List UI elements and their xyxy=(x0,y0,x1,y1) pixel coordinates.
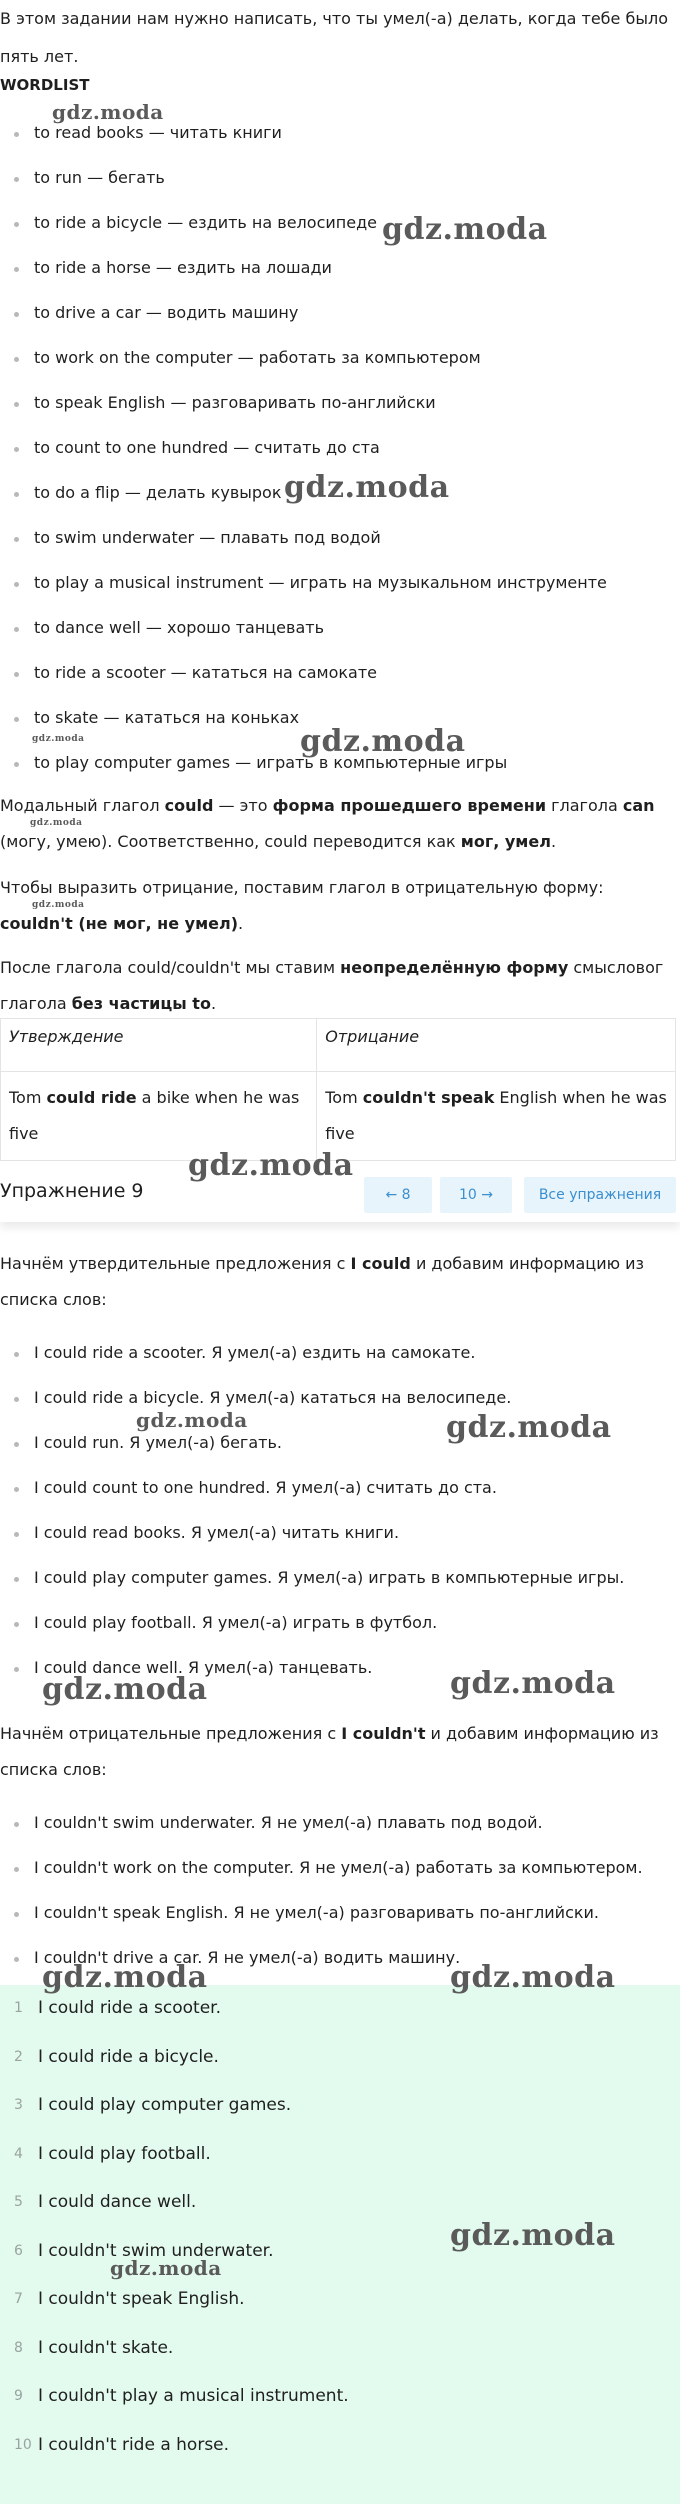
grammar-text: смысловог глагола xyxy=(0,958,664,1013)
intro-text: Начнём утвердительные предложения с xyxy=(0,1254,351,1273)
grammar-paragraph-3 xyxy=(0,950,676,1022)
list-item: I couldn't work on the computer. Я не умел(-а) работать за компьютером. xyxy=(0,1857,676,1902)
list-item: I could dance well. Я умел(-а) танцевать. xyxy=(0,1657,676,1702)
list-item: to speak English — разговаривать по-английски xyxy=(0,392,676,437)
list-item: I couldn't speak English. Я не умел(-а) разговаривать по-английски. xyxy=(0,1902,676,1947)
affirmative-intro xyxy=(0,1246,676,1318)
answer-text: I couldn't speak English. xyxy=(38,2289,245,2309)
watermark: gdz.moda xyxy=(300,724,466,759)
list-item: to run — бегать xyxy=(0,167,676,212)
intro-text: В этом задании нам нужно написать, что ты умел(-а) делать, когда тебе было пять лет. xyxy=(0,9,668,66)
grammar-text: Модальный глагол xyxy=(0,796,165,815)
answer-number: 10 xyxy=(14,2436,32,2453)
intro-text: и добавим информацию из списка слов: xyxy=(0,1724,659,1779)
grammar-bold: can xyxy=(622,796,655,815)
grammar-text: глагола xyxy=(546,796,623,815)
grammar-bold: could xyxy=(164,796,214,815)
answer-item xyxy=(0,2090,680,2139)
watermark: gdz.moda xyxy=(42,1672,208,1707)
answer-text: I couldn't swim underwater. xyxy=(38,2240,274,2261)
list-item: I could ride a bicycle. Я умел(-а) кататься на велосипеде. xyxy=(0,1387,676,1432)
cell-text: Tom xyxy=(325,1088,363,1107)
watermark: gdz.moda xyxy=(382,212,548,247)
list-item: I couldn't swim underwater. Я не умел(-а) плавать под водой. xyxy=(0,1812,676,1857)
list-item: I could play football. Я умел(-а) играть в футбол. xyxy=(0,1612,676,1657)
watermark: gdz.moda xyxy=(450,1666,616,1701)
affirmative-list xyxy=(0,1342,676,1702)
negative-intro xyxy=(0,1716,676,1788)
list-item: I could read books. Я умел(-а) читать книги. xyxy=(0,1522,676,1567)
list-item: to count to one hundred — считать до ста xyxy=(0,437,676,482)
answer-item xyxy=(0,2042,680,2091)
list-item: to skate — кататься на коньках xyxy=(0,707,676,752)
answer-item xyxy=(0,1993,680,2042)
table-header-cell: Утверждение xyxy=(1,1019,317,1072)
grammar-paragraph-1 xyxy=(0,788,676,860)
list-item: I couldn't drive a car. Я не умел(-а) водить машину. xyxy=(0,1947,676,1992)
answer-text: I couldn't ride a horse. xyxy=(38,2434,230,2455)
watermark: gdz.moda xyxy=(136,1408,248,1432)
watermark: gdz.moda xyxy=(284,470,450,505)
answer-number: 9 xyxy=(14,2388,23,2404)
answer-number: 4 xyxy=(14,2145,23,2162)
answer-item xyxy=(0,2430,680,2479)
answer-text: I could play computer games. xyxy=(38,2095,292,2115)
watermark: gdz.moda xyxy=(42,1960,208,1995)
cell-bold: could ride xyxy=(46,1088,137,1107)
wordlist xyxy=(0,122,676,797)
cell-text: Tom xyxy=(9,1088,47,1107)
watermark: gdz.moda xyxy=(450,1960,616,1995)
answer-number: 6 xyxy=(14,2242,23,2259)
watermark: gdz.moda xyxy=(30,818,83,828)
grammar-table xyxy=(0,1018,676,1161)
answer-number: 3 xyxy=(14,2097,23,2113)
all-exercises-button[interactable]: Все упражнения xyxy=(524,1177,676,1213)
list-item: I could ride a scooter. Я умел(-а) ездить на самокате. xyxy=(0,1342,676,1387)
watermark: gdz.moda xyxy=(450,2218,616,2253)
grammar-bold: форма прошедшего времени xyxy=(272,796,547,815)
cell-text: a bike when he was five xyxy=(9,1088,300,1143)
watermark: gdz.moda xyxy=(32,900,85,910)
grammar-text: . xyxy=(238,914,244,933)
table-header-row xyxy=(1,1019,676,1072)
answer-text: I couldn't play a musical instrument. xyxy=(38,2386,349,2406)
answer-number: 1 xyxy=(14,2000,23,2016)
list-item: to ride a horse — ездить на лошади xyxy=(0,257,676,302)
answer-item xyxy=(0,2333,680,2382)
watermark: gdz.moda xyxy=(446,1410,612,1445)
intro-text: Начнём отрицательные предложения с xyxy=(0,1724,342,1743)
answer-number: 2 xyxy=(14,2048,23,2065)
answer-number: 8 xyxy=(14,2339,23,2356)
answer-number: 7 xyxy=(14,2291,23,2307)
grammar-bold: без частицы to xyxy=(71,994,211,1013)
answer-text: I could dance well. xyxy=(38,2192,197,2212)
wordlist-heading: WORDLIST xyxy=(0,76,90,94)
list-item: I could run. Я умел(-а) бегать. xyxy=(0,1432,676,1477)
grammar-bold: couldn't (не мог, не умел) xyxy=(0,914,239,933)
answer-text: I could play football. xyxy=(38,2143,211,2164)
grammar-bold: неопределённую форму xyxy=(340,958,569,977)
table-header-cell: Отрицание xyxy=(317,1019,676,1072)
answer-item xyxy=(0,2139,680,2188)
list-item: I could count to one hundred. Я умел(-а) считать до ста. xyxy=(0,1477,676,1522)
grammar-text: Чтобы выразить отрицание, поставим глагол в отрицательную форму: xyxy=(0,878,604,897)
grammar-text: — это xyxy=(213,796,273,815)
intro-bold: I could xyxy=(350,1254,411,1273)
intro-bold: I couldn't xyxy=(341,1724,426,1743)
list-item: to play computer games — играть в компьютерные игры xyxy=(0,752,676,797)
list-item: to swim underwater — плавать под водой xyxy=(0,527,676,572)
answer-item xyxy=(0,2284,680,2333)
list-item: to do a flip — делать кувырок xyxy=(0,482,676,527)
intro-text: и добавим информацию из списка слов: xyxy=(0,1254,645,1309)
answer-text: I could ride a bicycle. xyxy=(38,2046,219,2067)
prev-exercise-button[interactable]: ← 8 xyxy=(364,1177,432,1213)
next-exercise-button[interactable]: 10 → xyxy=(440,1177,512,1213)
answer-text: I couldn't skate. xyxy=(38,2337,174,2358)
list-item: to ride a bicycle — ездить на велосипеде xyxy=(0,212,676,257)
answer-item xyxy=(0,2381,680,2430)
list-item: to play a musical instrument — играть на музыкальном инструменте xyxy=(0,572,676,617)
list-item: to dance well — хорошо танцевать xyxy=(0,617,676,662)
cell-bold: couldn't speak xyxy=(362,1088,495,1107)
grammar-text: (могу, умею). Соответственно, could переводится как xyxy=(0,832,461,851)
watermark: gdz.moda xyxy=(110,2256,222,2280)
list-item: to drive a car — водить машину xyxy=(0,302,676,347)
list-item: to read books — читать книги xyxy=(0,122,676,167)
table-cell xyxy=(317,1072,676,1161)
list-item: to work on the computer — работать за компьютером xyxy=(0,347,676,392)
grammar-bold: мог, умел xyxy=(460,832,551,851)
cell-text: English when he was five xyxy=(325,1088,667,1143)
watermark: gdz.moda xyxy=(52,100,164,124)
grammar-text: После глагола could/couldn't мы ставим xyxy=(0,958,341,977)
exercise-title: Упражнение 9 xyxy=(0,1180,144,1202)
grammar-text: . xyxy=(550,832,557,851)
grammar-paragraph-2 xyxy=(0,870,676,942)
watermark: gdz.moda xyxy=(188,1148,354,1183)
grammar-text: . xyxy=(210,994,217,1013)
list-item: to ride a scooter — кататься на самокате xyxy=(0,662,676,707)
answer-number: 5 xyxy=(14,2194,23,2210)
watermark: gdz.moda xyxy=(32,734,85,744)
answer-text: I could ride a scooter. xyxy=(38,1998,222,2018)
list-item: I could play computer games. Я умел(-а) играть в компьютерные игры. xyxy=(0,1567,676,1612)
